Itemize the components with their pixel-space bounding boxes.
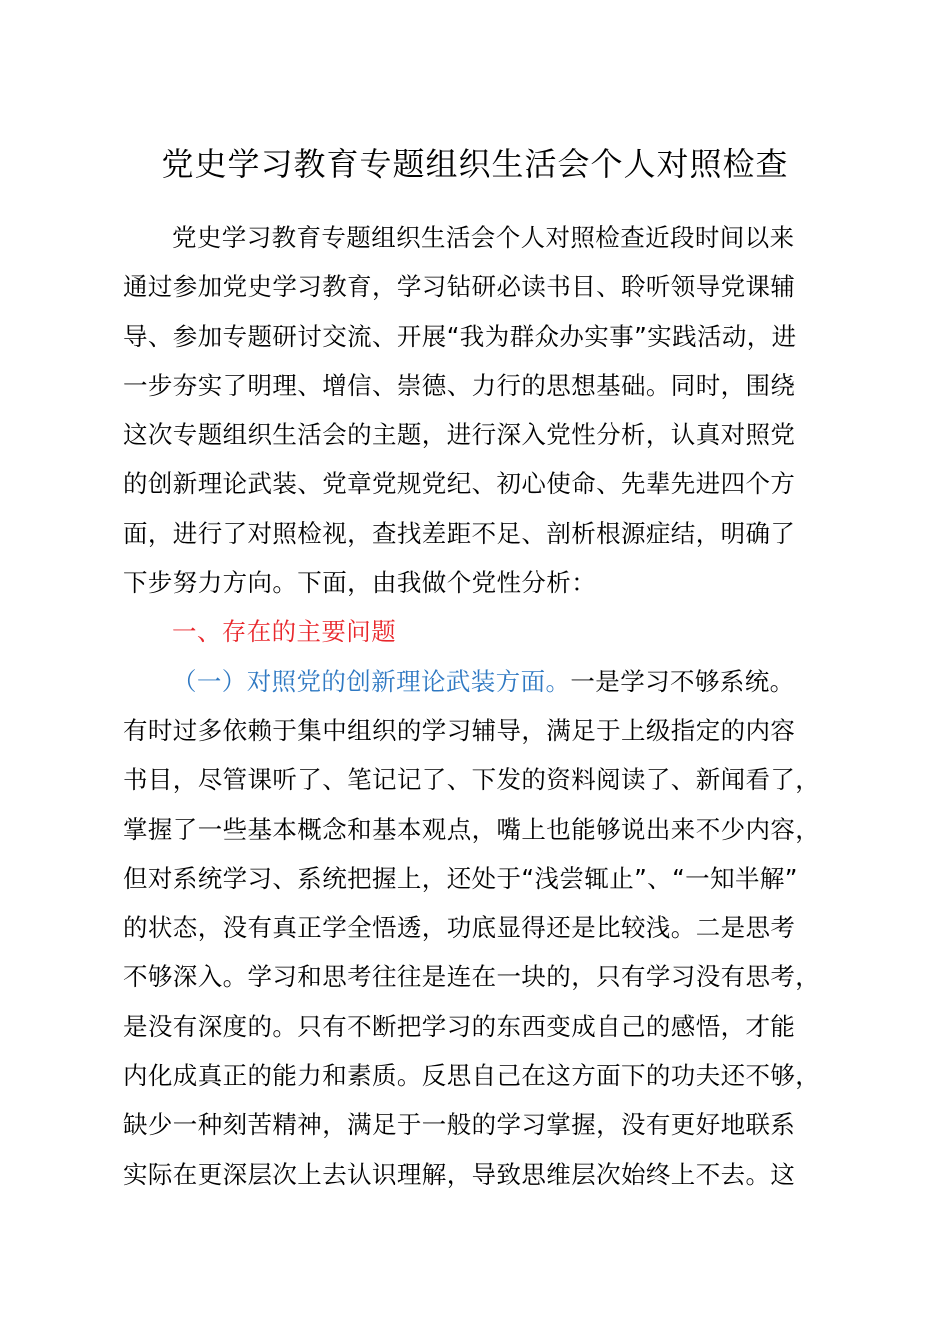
paragraph-line: 这次专题组织生活会的主题，进行深入党性分析，认真对照党 — [123, 420, 796, 450]
paragraph-line: 下步努力方向。下面，由我做个党性分析： — [123, 568, 597, 598]
paragraph-line: 掌握了一些基本概念和基本观点，嘴上也能够说出来不少内容， — [123, 814, 821, 844]
subsection-first-line — [123, 657, 843, 706]
paragraph-line: 实际在更深层次上去认识理解，导致思维层次始终上不去。这 — [123, 1159, 796, 1189]
document-title: 党史学习教育专题组织生活会个人对照检查 — [161, 145, 789, 183]
paragraph-line: 的创新理论武装、党章党规党纪、初心使命、先辈先进四个方 — [123, 469, 796, 499]
paragraph-line: 通过参加党史学习教育，学习钻研必读书目、聆听领导党课辅 — [123, 272, 796, 302]
document-body — [123, 213, 843, 1199]
paragraph-line: 内化成真正的能力和素质。反思自己在这方面下的功夫还不够， — [123, 1061, 821, 1091]
subsection-first-line-text: 一是学习不够系统。 — [570, 666, 795, 696]
paragraph-line: 面，进行了对照检视，查找差距不足、剖析根源症结，明确了 — [123, 518, 796, 548]
paragraph-line: 导、参加专题研讨交流、开展“我为群众办实事”实践活动，进 — [123, 321, 797, 351]
paragraph-line: 书目，尽管课听了、笔记记了、下发的资料阅读了、新闻看了， — [123, 765, 821, 795]
paragraph-line: 不够深入。学习和思考往往是连在一块的，只有学习没有思考， — [123, 962, 821, 992]
paragraph-line: 党史学习教育专题组织生活会个人对照检查近段时间以来 — [172, 223, 795, 252]
paragraph-line: 缺少一种刻苦精神，满足于一般的学习掌握，没有更好地联系 — [123, 1110, 796, 1140]
paragraph-line: 一步夯实了明理、增信、崇德、力行的思想基础。同时，围绕 — [123, 370, 796, 400]
section-heading: 一、存在的主要问题 — [172, 617, 397, 647]
subsection-heading: （一）对照党的创新理论武装方面。 — [172, 666, 571, 696]
paragraph-line: 但对系统学习、系统把握上，还处于“浅尝辄止”、“一知半解” — [123, 863, 798, 893]
paragraph-line: 的状态，没有真正学全悟透，功底显得还是比较浅。二是思考 — [123, 913, 796, 943]
paragraph-line: 是没有深度的。只有不断把学习的东西变成自己的感悟，才能 — [123, 1011, 796, 1041]
paragraph-line: 有时过多依赖于集中组织的学习辅导，满足于上级指定的内容 — [123, 715, 796, 745]
